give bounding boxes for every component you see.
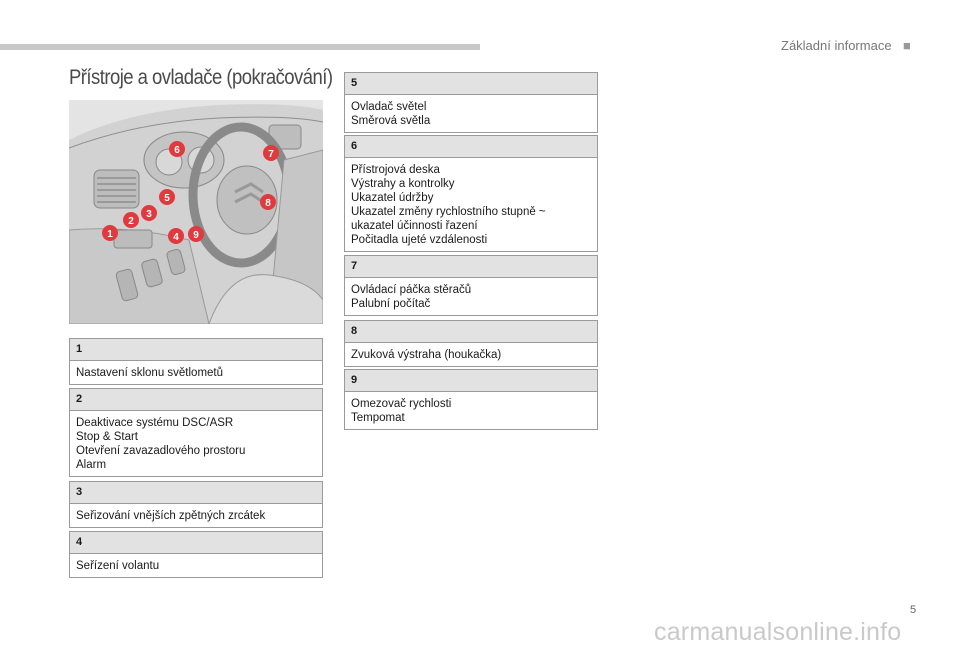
info-box-6 xyxy=(344,135,598,252)
callout-9 xyxy=(188,226,204,242)
info-box-7 xyxy=(344,255,598,316)
info-box-2 xyxy=(69,388,323,477)
svg-text:6: 6 xyxy=(174,145,180,156)
info-line: Alarm xyxy=(76,459,107,471)
info-box-number: 5 xyxy=(345,73,597,95)
info-line: Deaktivace systému DSC/ASR xyxy=(76,417,234,429)
svg-text:7: 7 xyxy=(268,149,274,160)
info-box-4 xyxy=(69,531,323,578)
svg-text:9: 9 xyxy=(193,230,199,241)
info-box-5 xyxy=(344,72,598,133)
info-line: Seřízení volantu xyxy=(76,560,160,572)
info-box-number: 4 xyxy=(70,532,322,554)
callout-5 xyxy=(159,189,175,205)
info-line: Ukazatel údržby xyxy=(351,192,434,204)
info-line: Ovladač světel xyxy=(351,101,427,113)
info-line: Směrová světla xyxy=(351,115,431,127)
callout-7 xyxy=(263,145,279,161)
svg-text:5: 5 xyxy=(164,193,170,204)
callout-3 xyxy=(141,205,157,221)
info-box-3 xyxy=(69,481,323,528)
page-title: Přístroje a ovladače (pokračování) xyxy=(69,66,333,89)
dashboard-illustration xyxy=(69,100,323,324)
page-number: 5 xyxy=(910,604,917,616)
header-bar xyxy=(0,44,480,50)
info-box-number: 9 xyxy=(345,370,597,392)
info-line: Omezovač rychlosti xyxy=(351,398,452,410)
section-marker: ■ xyxy=(903,38,911,53)
info-box-9 xyxy=(344,369,598,430)
info-line: Ukazatel změny rychlostního stupně ~ xyxy=(351,206,546,218)
watermark: carmanualsonline.info xyxy=(654,618,902,646)
info-box-number: 2 xyxy=(70,389,322,411)
info-line: Seřizování vnějších zpětných zrcátek xyxy=(76,510,266,522)
callout-8 xyxy=(260,194,276,210)
info-box-8 xyxy=(344,320,598,367)
info-box-number: 1 xyxy=(70,339,322,361)
info-line: Palubní počítač xyxy=(351,298,431,310)
info-line: ukazatel účinnosti řazení xyxy=(351,220,478,232)
info-line: Ovládací páčka stěračů xyxy=(351,284,472,296)
callout-1 xyxy=(102,225,118,241)
info-line: Zvuková výstraha (houkačka) xyxy=(351,349,502,361)
info-line: Stop & Start xyxy=(76,431,139,443)
info-box-number: 8 xyxy=(345,321,597,343)
svg-text:3: 3 xyxy=(146,209,152,220)
info-line: Počitadla ujeté vzdálenosti xyxy=(351,234,488,246)
info-box-number: 3 xyxy=(70,482,322,504)
info-line: Nastavení sklonu světlometů xyxy=(76,367,224,379)
info-box-1 xyxy=(69,338,323,385)
callout-6 xyxy=(169,141,185,157)
info-box-number: 6 xyxy=(345,136,597,158)
dashboard-drawing xyxy=(69,100,323,324)
svg-text:4: 4 xyxy=(173,232,179,243)
svg-text:1: 1 xyxy=(107,229,113,240)
info-line: Tempomat xyxy=(351,412,405,424)
svg-text:2: 2 xyxy=(128,216,134,227)
svg-text:8: 8 xyxy=(265,198,271,209)
info-line: Otevření zavazadlového prostoru xyxy=(76,445,246,457)
info-line: Výstrahy a kontrolky xyxy=(351,178,455,190)
info-box-number: 7 xyxy=(345,256,597,278)
info-line: Přístrojová deska xyxy=(351,164,440,176)
callout-2 xyxy=(123,212,139,228)
section-title: Základní informace xyxy=(781,38,892,53)
callout-4 xyxy=(168,228,184,244)
